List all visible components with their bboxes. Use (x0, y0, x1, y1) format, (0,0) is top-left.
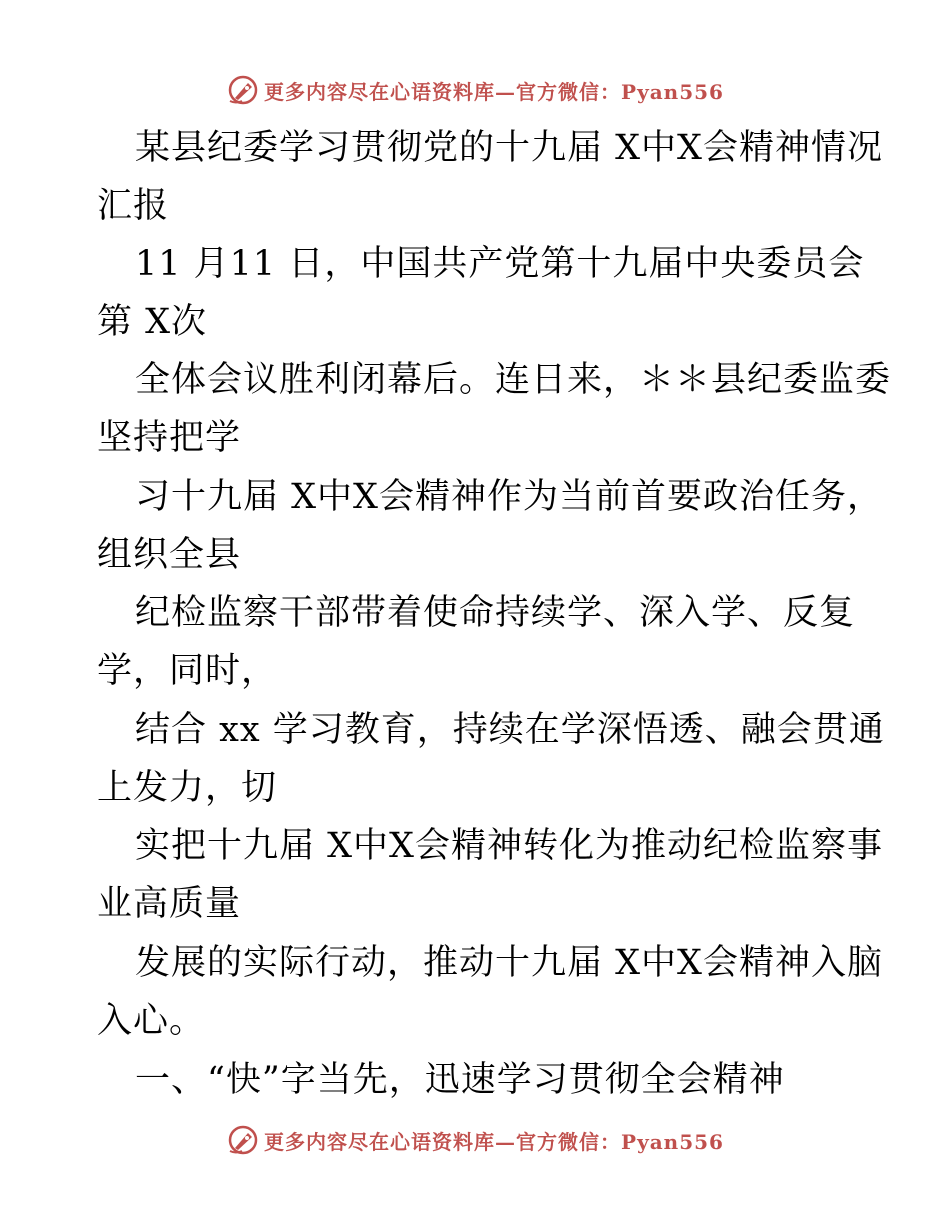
pen-nib-logo-icon (226, 1123, 260, 1157)
text-line: 发展的实际行动，推动十九届 X中X会精神入脑 (135, 943, 883, 983)
text-line: 11 月11 日，中国共产党第十九届中央委员会 (135, 244, 865, 284)
text-line: 坚持把学 (97, 418, 242, 458)
text-line: 入心。 (97, 1001, 206, 1041)
text-line: 全体会议胜利闭幕后。连日来，＊＊县纪委监委 (135, 360, 892, 400)
text-line: 汇报 (97, 186, 170, 226)
text-line: 组织全县 (97, 535, 242, 575)
watermark-text: 更多内容尽在心语资料库—官方微信：Pyan556 (264, 79, 724, 104)
text-line: 纪检监察干部带着使命持续学、深入学、反复 (135, 593, 856, 633)
text-line: 第 X次 (97, 302, 208, 342)
footer-watermark (0, 1120, 950, 1160)
text-line: 上发力，切 (97, 768, 278, 808)
text-line: 结合 xx 学习教育，持续在学深悟透、融会贯通 (135, 710, 885, 750)
watermark-text: 更多内容尽在心语资料库—官方微信：Pyan556 (264, 1129, 724, 1154)
text-line: 某县纪委学习贯彻党的十九届 X中X会精神情况 (135, 128, 883, 168)
text-line: 业高质量 (97, 884, 242, 924)
section-heading: 一、“快”字当先，迅速学习贯彻全会精神 (135, 1060, 785, 1100)
text-line: 学，同时， (97, 651, 278, 691)
text-line: 习十九届 X中X会精神作为当前首要政治任务， (135, 477, 883, 517)
text-line: 实把十九届 X中X会精神转化为推动纪检监察事 (135, 826, 883, 866)
